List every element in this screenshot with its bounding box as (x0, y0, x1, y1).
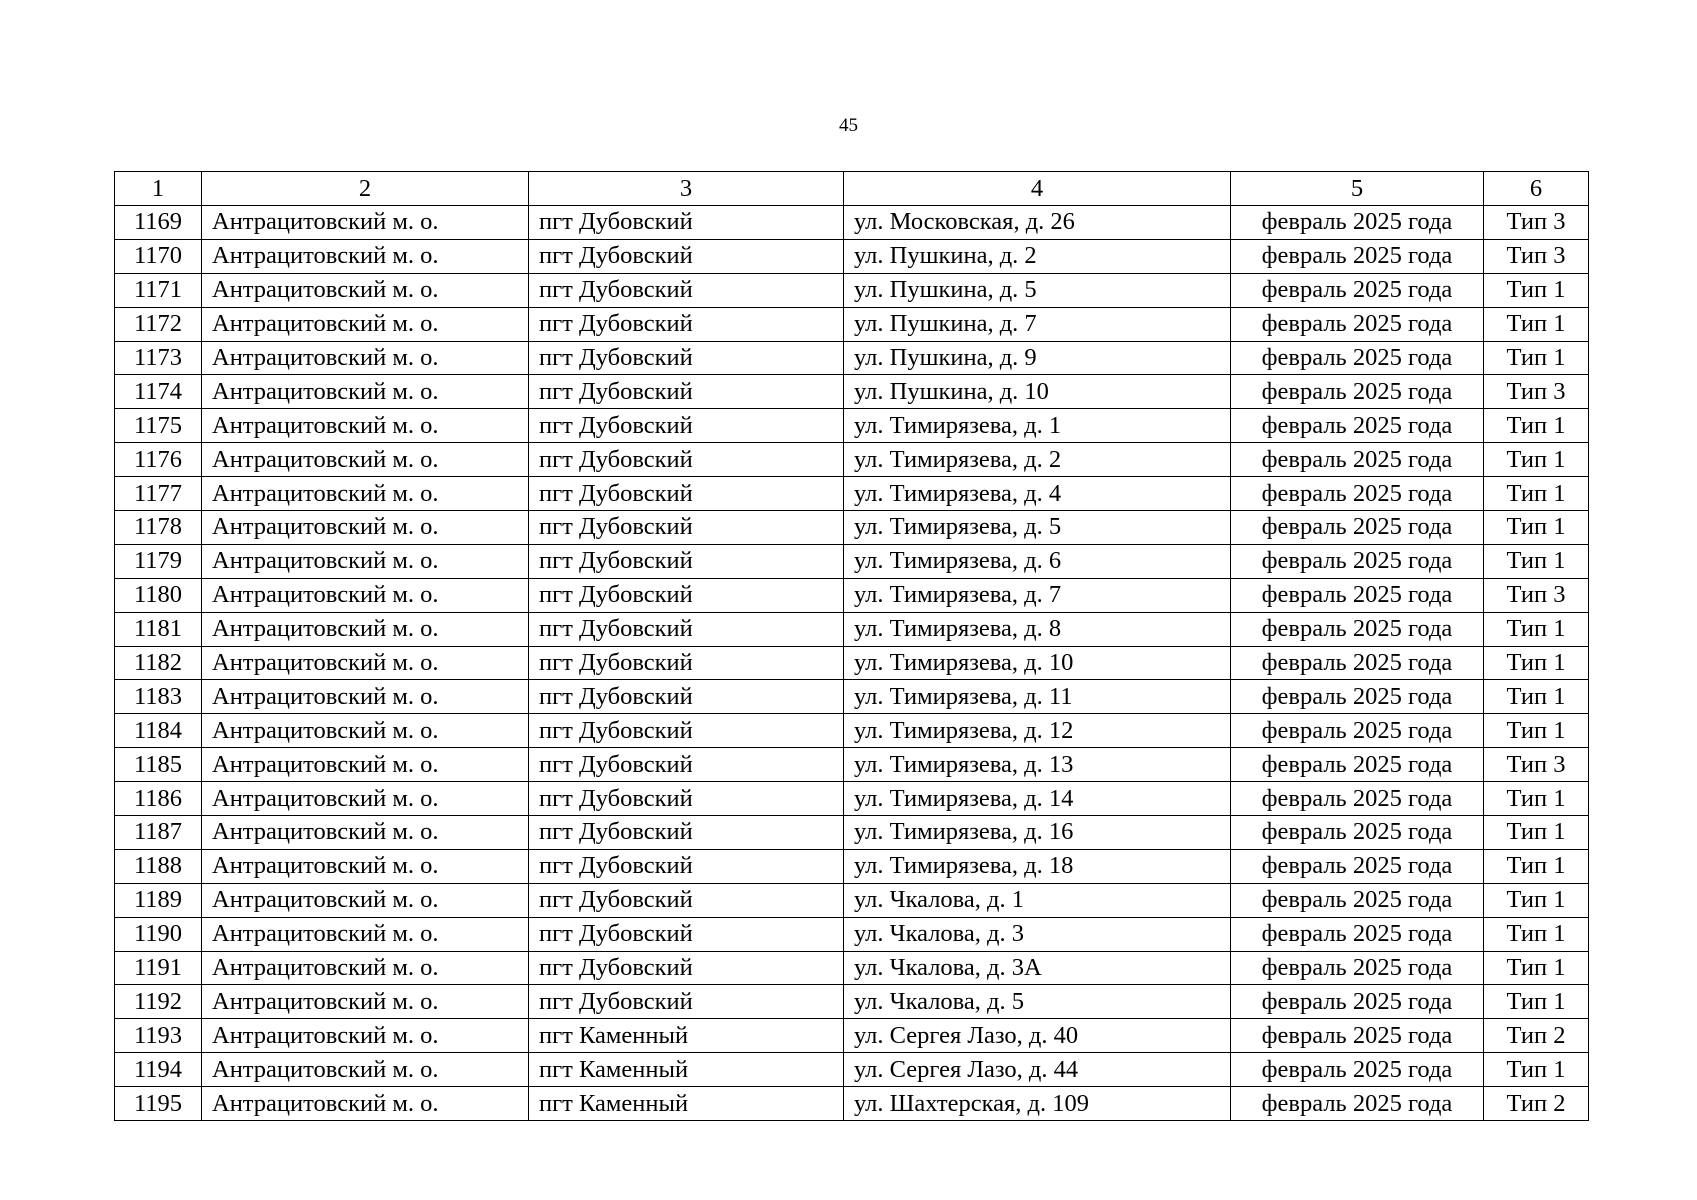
row-number-cell: 1190 (115, 917, 202, 951)
settlement-cell: пгт Дубовский (529, 578, 844, 612)
settlement-cell: пгт Дубовский (529, 206, 844, 240)
municipality-cell: Антрацитовский м. о. (202, 1019, 529, 1053)
type-cell: Тип 1 (1484, 273, 1589, 307)
date-cell: февраль 2025 года (1231, 748, 1484, 782)
register-table (114, 171, 1589, 1121)
municipality-cell: Антрацитовский м. о. (202, 748, 529, 782)
municipality-cell: Антрацитовский м. о. (202, 917, 529, 951)
table-row (115, 1087, 1589, 1121)
settlement-cell: пгт Каменный (529, 1019, 844, 1053)
date-cell: февраль 2025 года (1231, 646, 1484, 680)
date-cell: февраль 2025 года (1231, 273, 1484, 307)
settlement-cell: пгт Дубовский (529, 375, 844, 409)
table-row (115, 985, 1589, 1019)
settlement-cell: пгт Дубовский (529, 341, 844, 375)
row-number-cell: 1195 (115, 1087, 202, 1121)
settlement-cell: пгт Дубовский (529, 883, 844, 917)
type-cell: Тип 1 (1484, 511, 1589, 545)
date-cell: февраль 2025 года (1231, 1019, 1484, 1053)
row-number-cell: 1175 (115, 409, 202, 443)
table-row (115, 1053, 1589, 1087)
address-cell: ул. Пушкина, д. 5 (844, 273, 1231, 307)
column-number: 2 (202, 172, 529, 206)
address-cell: ул. Чкалова, д. 5 (844, 985, 1231, 1019)
date-cell: февраль 2025 года (1231, 816, 1484, 850)
municipality-cell: Антрацитовский м. о. (202, 544, 529, 578)
settlement-cell: пгт Дубовский (529, 985, 844, 1019)
table-body (115, 172, 1589, 1121)
date-cell: февраль 2025 года (1231, 849, 1484, 883)
address-cell: ул. Пушкина, д. 10 (844, 375, 1231, 409)
type-cell: Тип 1 (1484, 477, 1589, 511)
settlement-cell: пгт Дубовский (529, 816, 844, 850)
type-cell: Тип 2 (1484, 1087, 1589, 1121)
column-number: 3 (529, 172, 844, 206)
municipality-cell: Антрацитовский м. о. (202, 1053, 529, 1087)
settlement-cell: пгт Дубовский (529, 409, 844, 443)
date-cell: февраль 2025 года (1231, 578, 1484, 612)
type-cell: Тип 1 (1484, 849, 1589, 883)
row-number-cell: 1176 (115, 443, 202, 477)
date-cell: февраль 2025 года (1231, 477, 1484, 511)
table-row (115, 951, 1589, 985)
settlement-cell: пгт Дубовский (529, 917, 844, 951)
type-cell: Тип 1 (1484, 307, 1589, 341)
table-row (115, 917, 1589, 951)
address-cell: ул. Сергея Лазо, д. 40 (844, 1019, 1231, 1053)
date-cell: февраль 2025 года (1231, 1053, 1484, 1087)
address-cell: ул. Тимирязева, д. 11 (844, 680, 1231, 714)
date-cell: февраль 2025 года (1231, 206, 1484, 240)
page-number: 45 (839, 115, 858, 136)
table-row (115, 443, 1589, 477)
address-cell: ул. Шахтерская, д. 109 (844, 1087, 1231, 1121)
settlement-cell: пгт Дубовский (529, 782, 844, 816)
date-cell: февраль 2025 года (1231, 612, 1484, 646)
settlement-cell: пгт Дубовский (529, 307, 844, 341)
type-cell: Тип 1 (1484, 883, 1589, 917)
municipality-cell: Антрацитовский м. о. (202, 578, 529, 612)
address-cell: ул. Тимирязева, д. 10 (844, 646, 1231, 680)
settlement-cell: пгт Дубовский (529, 680, 844, 714)
date-cell: февраль 2025 года (1231, 239, 1484, 273)
municipality-cell: Антрацитовский м. о. (202, 612, 529, 646)
address-cell: ул. Московская, д. 26 (844, 206, 1231, 240)
settlement-cell: пгт Дубовский (529, 443, 844, 477)
type-cell: Тип 1 (1484, 341, 1589, 375)
table-row (115, 477, 1589, 511)
row-number-cell: 1172 (115, 307, 202, 341)
row-number-cell: 1180 (115, 578, 202, 612)
address-cell: ул. Тимирязева, д. 18 (844, 849, 1231, 883)
municipality-cell: Антрацитовский м. о. (202, 646, 529, 680)
municipality-cell: Антрацитовский м. о. (202, 341, 529, 375)
municipality-cell: Антрацитовский м. о. (202, 1087, 529, 1121)
settlement-cell: пгт Каменный (529, 1087, 844, 1121)
table-row (115, 273, 1589, 307)
settlement-cell: пгт Дубовский (529, 646, 844, 680)
table-row (115, 239, 1589, 273)
municipality-cell: Антрацитовский м. о. (202, 714, 529, 748)
row-number-cell: 1186 (115, 782, 202, 816)
table-row (115, 409, 1589, 443)
row-number-cell: 1169 (115, 206, 202, 240)
table-row (115, 307, 1589, 341)
municipality-cell: Антрацитовский м. о. (202, 883, 529, 917)
address-cell: ул. Тимирязева, д. 14 (844, 782, 1231, 816)
type-cell: Тип 1 (1484, 409, 1589, 443)
date-cell: февраль 2025 года (1231, 443, 1484, 477)
row-number-cell: 1184 (115, 714, 202, 748)
settlement-cell: пгт Дубовский (529, 849, 844, 883)
date-cell: февраль 2025 года (1231, 544, 1484, 578)
municipality-cell: Антрацитовский м. о. (202, 206, 529, 240)
date-cell: февраль 2025 года (1231, 883, 1484, 917)
municipality-cell: Антрацитовский м. о. (202, 782, 529, 816)
address-cell: ул. Тимирязева, д. 6 (844, 544, 1231, 578)
type-cell: Тип 1 (1484, 951, 1589, 985)
date-cell: февраль 2025 года (1231, 409, 1484, 443)
row-number-cell: 1191 (115, 951, 202, 985)
municipality-cell: Антрацитовский м. о. (202, 511, 529, 545)
municipality-cell: Антрацитовский м. о. (202, 816, 529, 850)
table-row (115, 544, 1589, 578)
address-cell: ул. Тимирязева, д. 12 (844, 714, 1231, 748)
row-number-cell: 1189 (115, 883, 202, 917)
address-cell: ул. Чкалова, д. 3А (844, 951, 1231, 985)
date-cell: февраль 2025 года (1231, 917, 1484, 951)
column-number-row (115, 172, 1589, 206)
type-cell: Тип 1 (1484, 443, 1589, 477)
address-cell: ул. Пушкина, д. 9 (844, 341, 1231, 375)
row-number-cell: 1179 (115, 544, 202, 578)
column-number: 6 (1484, 172, 1589, 206)
settlement-cell: пгт Дубовский (529, 239, 844, 273)
settlement-cell: пгт Дубовский (529, 544, 844, 578)
date-cell: февраль 2025 года (1231, 985, 1484, 1019)
address-cell: ул. Пушкина, д. 7 (844, 307, 1231, 341)
table-row (115, 748, 1589, 782)
table-row (115, 341, 1589, 375)
municipality-cell: Антрацитовский м. о. (202, 849, 529, 883)
municipality-cell: Антрацитовский м. о. (202, 375, 529, 409)
table-row (115, 680, 1589, 714)
table-row (115, 714, 1589, 748)
date-cell: февраль 2025 года (1231, 951, 1484, 985)
municipality-cell: Антрацитовский м. о. (202, 985, 529, 1019)
table-row (115, 646, 1589, 680)
row-number-cell: 1185 (115, 748, 202, 782)
date-cell: февраль 2025 года (1231, 375, 1484, 409)
row-number-cell: 1188 (115, 849, 202, 883)
type-cell: Тип 3 (1484, 748, 1589, 782)
table-row (115, 782, 1589, 816)
row-number-cell: 1181 (115, 612, 202, 646)
date-cell: февраль 2025 года (1231, 341, 1484, 375)
type-cell: Тип 1 (1484, 917, 1589, 951)
table-row (115, 1019, 1589, 1053)
settlement-cell: пгт Дубовский (529, 477, 844, 511)
settlement-cell: пгт Каменный (529, 1053, 844, 1087)
type-cell: Тип 3 (1484, 206, 1589, 240)
municipality-cell: Антрацитовский м. о. (202, 273, 529, 307)
type-cell: Тип 1 (1484, 816, 1589, 850)
address-cell: ул. Тимирязева, д. 4 (844, 477, 1231, 511)
municipality-cell: Антрацитовский м. о. (202, 680, 529, 714)
address-cell: ул. Тимирязева, д. 1 (844, 409, 1231, 443)
type-cell: Тип 3 (1484, 578, 1589, 612)
table-row (115, 206, 1589, 240)
municipality-cell: Антрацитовский м. о. (202, 477, 529, 511)
address-cell: ул. Пушкина, д. 2 (844, 239, 1231, 273)
date-cell: февраль 2025 года (1231, 307, 1484, 341)
date-cell: февраль 2025 года (1231, 714, 1484, 748)
municipality-cell: Антрацитовский м. о. (202, 409, 529, 443)
table-row (115, 883, 1589, 917)
municipality-cell: Антрацитовский м. о. (202, 443, 529, 477)
table-row (115, 816, 1589, 850)
address-cell: ул. Чкалова, д. 3 (844, 917, 1231, 951)
row-number-cell: 1193 (115, 1019, 202, 1053)
table-row (115, 578, 1589, 612)
address-cell: ул. Тимирязева, д. 5 (844, 511, 1231, 545)
type-cell: Тип 1 (1484, 544, 1589, 578)
row-number-cell: 1174 (115, 375, 202, 409)
date-cell: февраль 2025 года (1231, 511, 1484, 545)
type-cell: Тип 1 (1484, 714, 1589, 748)
type-cell: Тип 1 (1484, 680, 1589, 714)
address-cell: ул. Чкалова, д. 1 (844, 883, 1231, 917)
row-number-cell: 1171 (115, 273, 202, 307)
address-cell: ул. Тимирязева, д. 16 (844, 816, 1231, 850)
address-cell: ул. Сергея Лазо, д. 44 (844, 1053, 1231, 1087)
settlement-cell: пгт Дубовский (529, 748, 844, 782)
row-number-cell: 1177 (115, 477, 202, 511)
row-number-cell: 1173 (115, 341, 202, 375)
type-cell: Тип 3 (1484, 375, 1589, 409)
type-cell: Тип 3 (1484, 239, 1589, 273)
row-number-cell: 1192 (115, 985, 202, 1019)
settlement-cell: пгт Дубовский (529, 951, 844, 985)
date-cell: февраль 2025 года (1231, 680, 1484, 714)
table-row (115, 612, 1589, 646)
settlement-cell: пгт Дубовский (529, 511, 844, 545)
settlement-cell: пгт Дубовский (529, 612, 844, 646)
row-number-cell: 1178 (115, 511, 202, 545)
address-cell: ул. Тимирязева, д. 2 (844, 443, 1231, 477)
address-cell: ул. Тимирязева, д. 8 (844, 612, 1231, 646)
row-number-cell: 1183 (115, 680, 202, 714)
date-cell: февраль 2025 года (1231, 1087, 1484, 1121)
settlement-cell: пгт Дубовский (529, 714, 844, 748)
address-cell: ул. Тимирязева, д. 7 (844, 578, 1231, 612)
row-number-cell: 1187 (115, 816, 202, 850)
municipality-cell: Антрацитовский м. о. (202, 951, 529, 985)
address-cell: ул. Тимирязева, д. 13 (844, 748, 1231, 782)
municipality-cell: Антрацитовский м. о. (202, 307, 529, 341)
row-number-cell: 1182 (115, 646, 202, 680)
settlement-cell: пгт Дубовский (529, 273, 844, 307)
date-cell: февраль 2025 года (1231, 782, 1484, 816)
column-number: 1 (115, 172, 202, 206)
column-number: 5 (1231, 172, 1484, 206)
table-row (115, 849, 1589, 883)
type-cell: Тип 1 (1484, 646, 1589, 680)
row-number-cell: 1194 (115, 1053, 202, 1087)
table-row (115, 375, 1589, 409)
type-cell: Тип 1 (1484, 612, 1589, 646)
row-number-cell: 1170 (115, 239, 202, 273)
type-cell: Тип 1 (1484, 985, 1589, 1019)
municipality-cell: Антрацитовский м. о. (202, 239, 529, 273)
type-cell: Тип 1 (1484, 1053, 1589, 1087)
table-row (115, 511, 1589, 545)
column-number: 4 (844, 172, 1231, 206)
type-cell: Тип 1 (1484, 782, 1589, 816)
type-cell: Тип 2 (1484, 1019, 1589, 1053)
